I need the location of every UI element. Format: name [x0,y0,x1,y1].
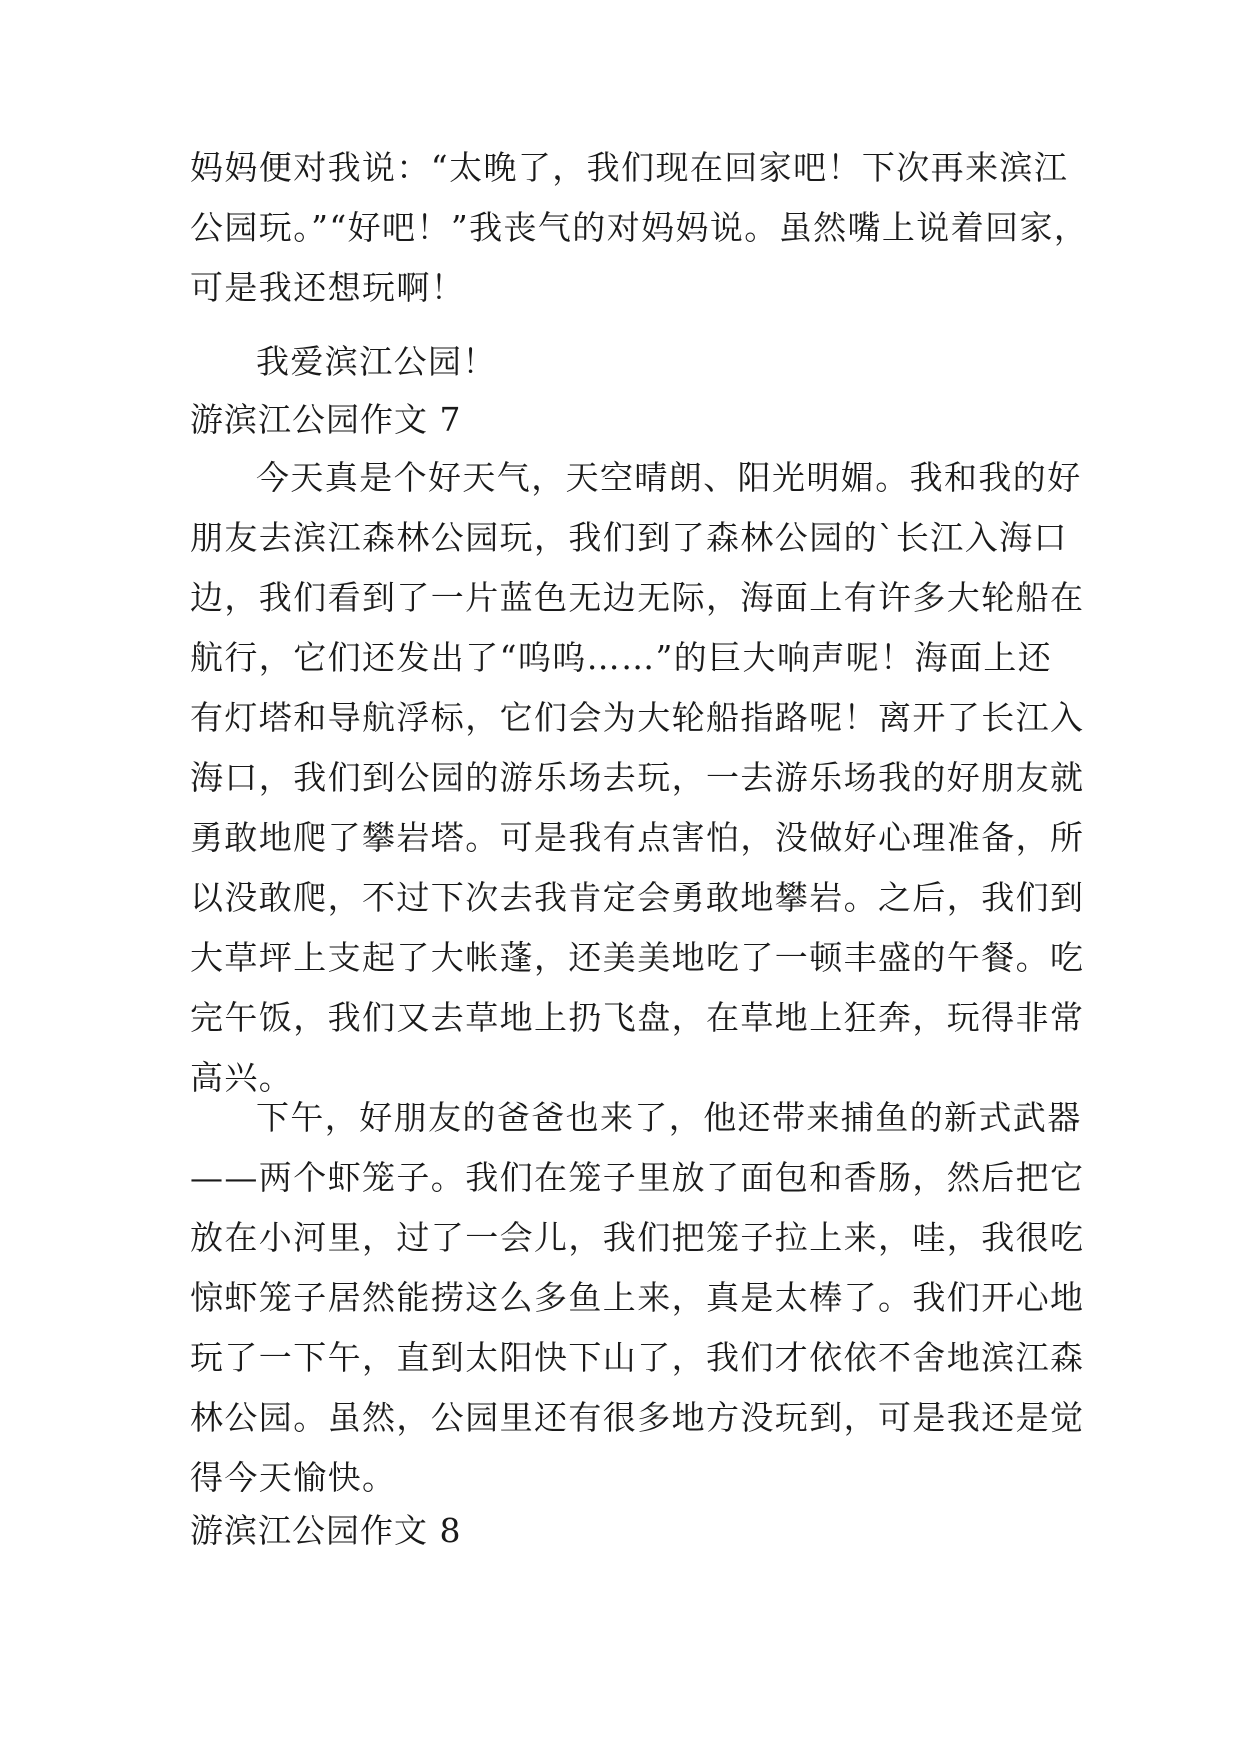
text-line: 林公园。虽然，公园里还有很多地方没玩到，可是我还是觉 [190,1398,1085,1437]
text-line: 航行，它们还发出了“呜呜……”的巨大响声呢！海面上还 [190,638,1053,677]
section-heading-7: 游滨江公园作文 7 [190,400,462,439]
paragraph-7b [190,1088,1085,1508]
text-line: 边，我们看到了一片蓝色无边无际，海面上有许多大轮船在 [190,578,1085,617]
section-heading-8: 游滨江公园作文 8 [190,1511,462,1550]
text-line: ——两个虾笼子。我们在笼子里放了面包和香肠，然后把它 [190,1158,1085,1197]
paragraph-text: 我爱滨江公园！ [256,342,497,381]
text-line: 以没敢爬，不过下次去我肯定会勇敢地攀岩。之后，我们到 [190,878,1085,917]
text-line: 得今天愉快。 [190,1458,397,1497]
text-line: 公园玩。”“好吧！”我丧气的对妈妈说。虽然嘴上说着回家， [190,208,1089,247]
text-line: 高兴。 [190,1058,294,1097]
paragraph-text [190,448,1085,1108]
paragraph-text [190,1088,1085,1508]
paragraph-7a [190,448,1085,1108]
text-line: 完午饭，我们又去草地上扔飞盘，在草地上狂奔，玩得非常 [190,998,1085,1037]
paragraph-previous [190,138,1089,318]
text-line: 海口，我们到公园的游乐场去玩，一去游乐场我的好朋友就 [190,758,1085,797]
text-line: 可是我还想玩啊！ [190,268,466,307]
text-line: 朋友去滨江森林公园玩，我们到了森林公园的`长江入海口 [190,518,1068,557]
text-line: 大草坪上支起了大帐蓬，还美美地吃了一顿丰盛的午餐。吃 [190,938,1085,977]
paragraph-love [190,332,1070,392]
text-line: 放在小河里，过了一会儿，我们把笼子拉上来，哇，我很吃 [190,1218,1085,1257]
text-line: 今天真是个好天气，天空晴朗、阳光明媚。我和我的好 [256,458,1082,497]
text-line: 下午，好朋友的爸爸也来了，他还带来捕鱼的新式武器 [256,1098,1082,1137]
paragraph-text [190,138,1089,318]
text-line: 妈妈便对我说：“太晚了，我们现在回家吧！下次再来滨江 [190,148,1069,187]
text-line: 勇敢地爬了攀岩塔。可是我有点害怕，没做好心理准备，所 [190,818,1085,857]
text-line: 惊虾笼子居然能捞这么多鱼上来，真是太棒了。我们开心地 [190,1278,1085,1317]
text-line: 有灯塔和导航浮标，它们会为大轮船指路呢！离开了长江入 [190,698,1085,737]
text-line: 玩了一下午，直到太阳快下山了，我们才依依不舍地滨江森 [190,1338,1085,1377]
